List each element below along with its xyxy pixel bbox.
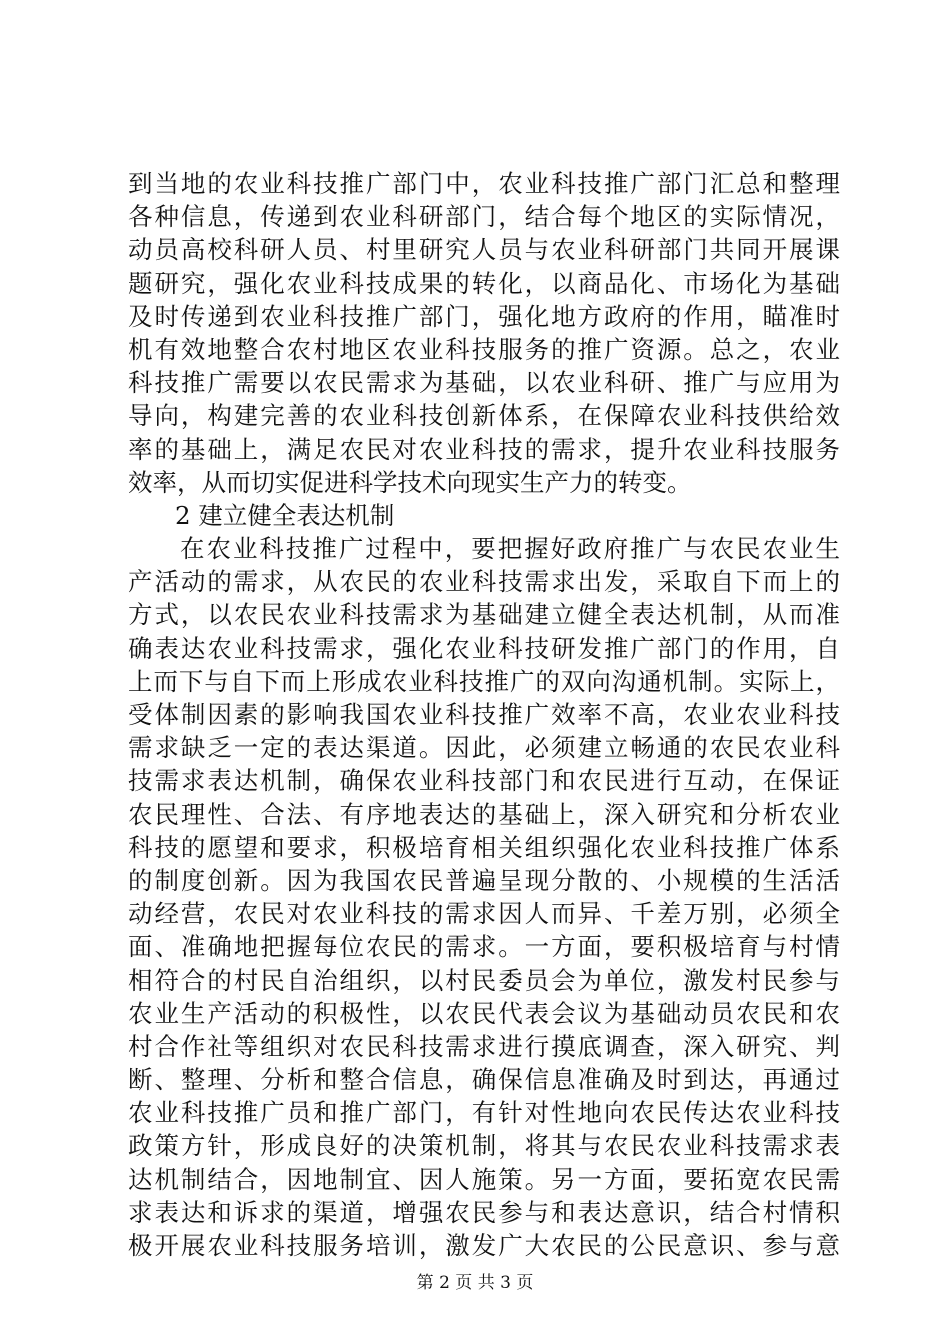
paragraph-2: [128, 532, 840, 1262]
text-line: 相符合的村民自治组织，以村民委员会为单位，激发村民参与: [128, 965, 840, 995]
text-line: 产活动的需求，从农民的农业科技需求出发，采取自下而上的: [128, 567, 840, 597]
text-line: 求表达和诉求的渠道，增强农民参与和表达意识，结合村情积: [128, 1197, 840, 1227]
text-line: 科技推广需要以农民需求为基础，以农业科研、推广与应用为: [128, 368, 840, 398]
text-line: 率的基础上，满足农民对农业科技的需求，提升农业科技服务: [128, 434, 840, 464]
text-line: 村合作社等组织对农民科技需求进行摸底调查，深入研究、判: [128, 1031, 840, 1061]
text-line: 技需求表达机制，确保农业科技部门和农民进行互动，在保证: [128, 766, 840, 796]
text-line: 农业生产活动的积极性，以农民代表会议为基础动员农民和农: [128, 998, 840, 1028]
text-line: 农民理性、合法、有序地表达的基础上，深入研究和分析农业: [128, 799, 840, 829]
text-line: 动经营，农民对农业科技的需求因人而异、千差万别，必须全: [128, 899, 840, 929]
page-number: 第 2 页 共 3 页: [416, 1273, 534, 1293]
text-line: 机有效地整合农村地区农业科技服务的推广资源。总之，农业: [128, 334, 840, 364]
text-line: 在农业科技推广过程中，要把握好政府推广与农民农业生: [180, 534, 840, 564]
text-line: 效率，从而切实促进科学技术向现实生产力的转变。: [128, 467, 692, 497]
text-line: 动员高校科研人员、村里研究人员与农业科研部门共同开展课: [128, 235, 840, 265]
text-line: 科技的愿望和要求，积极培育相关组织强化农业科技推广体系: [128, 832, 840, 862]
paragraph-1: [128, 167, 840, 499]
text-line: 导向，构建完善的农业科技创新体系，在保障农业科技供给效: [128, 401, 840, 431]
text-line: 断、整理、分析和整合信息，确保信息准确及时到达，再通过: [128, 1065, 840, 1095]
text-line: 的制度创新。因为我国农民普遍呈现分散的、小规模的生活活: [128, 865, 840, 895]
text-line: 及时传递到农业科技推广部门，强化地方政府的作用，瞄准时: [128, 301, 840, 331]
text-line: 题研究，强化农业科技成果的转化，以商品化、市场化为基础: [128, 268, 840, 298]
text-line: 政策方针，形成良好的决策机制，将其与农民农业科技需求表: [128, 1131, 840, 1161]
text-line: 受体制因素的影响我国农业科技推广效率不高，农业农业科技: [128, 700, 840, 729]
text-line: 到当地的农业科技推广部门中，农业科技推广部门汇总和整理: [128, 169, 840, 198]
text-line: 需求缺乏一定的表达渠道。因此，必须建立畅通的农民农业科: [128, 733, 840, 763]
section-heading: 2 建立健全表达机制: [175, 500, 395, 530]
text-line: 方式，以农民农业科技需求为基础建立健全表达机制，从而准: [128, 600, 840, 630]
text-line: 面、准确地把握每位农民的需求。一方面，要积极培育与村情: [128, 932, 840, 962]
page-footer: [0, 1273, 950, 1293]
text-line: 各种信息，传递到农业科研部门，结合每个地区的实际情况，: [128, 202, 840, 232]
text-line: 达机制结合，因地制宜、因人施策。另一方面，要拓宽农民需: [128, 1164, 840, 1194]
text-line: 农业科技推广员和推广部门，有针对性地向农民传达农业科技: [128, 1098, 840, 1128]
text-line: 上而下与自下而上形成农业科技推广的双向沟通机制。实际上，: [128, 666, 840, 696]
document-body: [128, 167, 840, 1262]
text-line: 极开展农业科技服务培训，激发广大农民的公民意识、参与意: [128, 1231, 840, 1260]
text-line: 确表达农业科技需求，强化农业科技研发推广部门的作用，自: [128, 633, 840, 663]
